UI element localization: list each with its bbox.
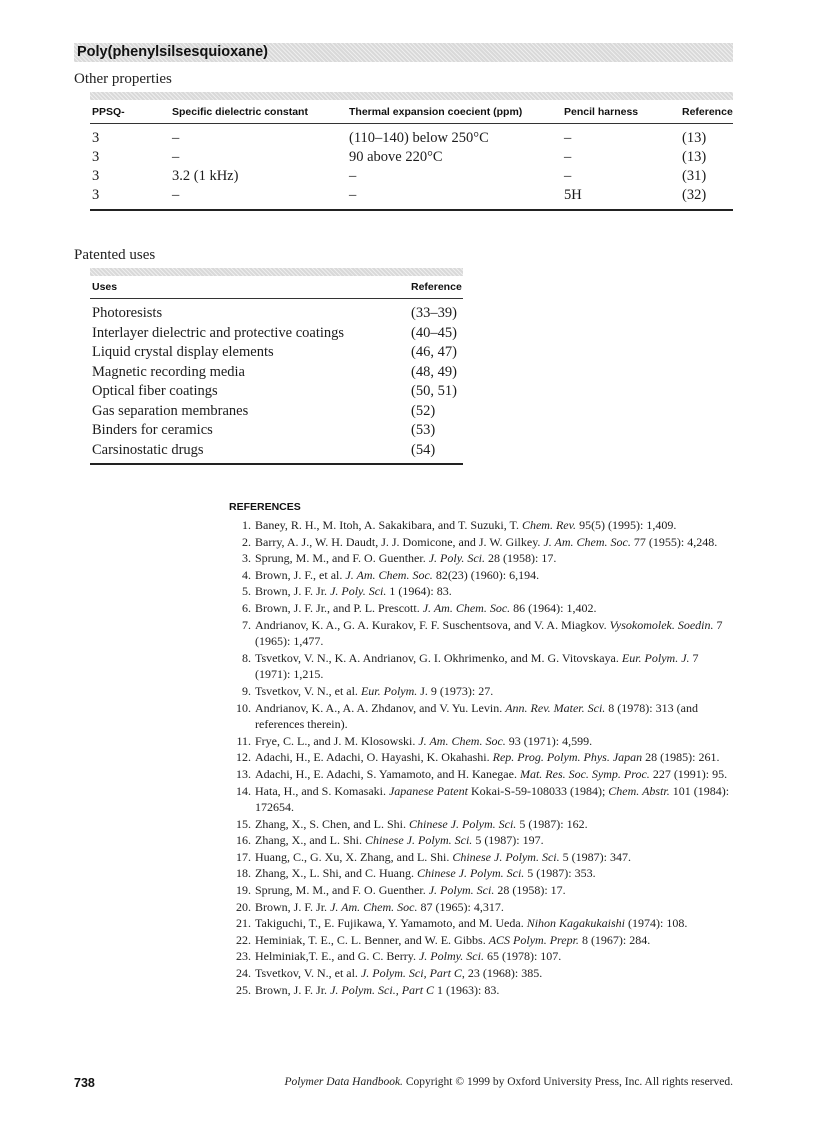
reference-text: Zhang, X., and L. Shi. Chinese J. Polym. Sci. 5 (1987): 197.	[255, 833, 544, 848]
cell-thermal: –	[349, 187, 357, 203]
reference-text: Brown, J. F. Jr. J. Poly. Sci. 1 (1964): 83.	[255, 584, 452, 599]
reference-number: 24.	[236, 966, 251, 981]
reference-text: Helminiak,T. E., and G. C. Berry. J. Polmy. Sci. 65 (1978): 107.	[255, 949, 562, 964]
reference-number: 21.	[236, 916, 251, 931]
reference-number: 9.	[242, 683, 251, 698]
use-reference: (53)	[411, 422, 436, 438]
reference-item	[229, 534, 733, 551]
reference-text: Sprung, M. M., and F. O. Guenther. J. Polym. Sci. 28 (1958): 17.	[255, 883, 566, 898]
col-header-thermal: Thermal expansion coecient (ppm)	[349, 106, 523, 118]
cell-thermal: –	[349, 168, 357, 184]
reference-number: 10.	[236, 700, 251, 715]
use-name: Gas separation membranes	[92, 402, 249, 419]
reference-number: 12.	[236, 750, 251, 765]
reference-text: Adachi, H., E. Adachi, O. Hayashi, K. Okahashi. Rep. Prog. Polym. Phys. Japan 28 (1985): 261.	[255, 750, 720, 765]
cell-dielectric: –	[172, 149, 180, 165]
reference-text: Brown, J. F. Jr. J. Polym. Sci., Part C 1 (1963): 83.	[255, 982, 500, 997]
col-header-uses: Uses	[92, 281, 118, 293]
reference-text: Heminiak, T. E., C. L. Benner, and W. E. Gibbs. ACS Polym. Prepr. 8 (1967): 284.	[255, 932, 651, 947]
cell-reference: (13)	[682, 130, 707, 146]
use-reference: (54)	[411, 441, 436, 458]
reference-text: Tsvetkov, V. N., et al. Eur. Polym. J. 9 (1973): 27.	[255, 683, 494, 698]
cell-pencil: –	[564, 168, 572, 184]
reference-text: Sprung, M. M., and F. O. Guenther. J. Poly. Sci. 28 (1958): 17.	[255, 551, 557, 566]
copyright-text: Copyright © 1999 by Oxford University Press, Inc. All rights reserved.	[402, 1076, 733, 1088]
use-reference: (33–39)	[411, 305, 457, 321]
reference-number: 25.	[236, 982, 251, 997]
section-title-bar	[74, 43, 733, 62]
table-bottom-rule	[90, 209, 733, 211]
reference-item	[229, 600, 733, 617]
references-list	[229, 517, 733, 998]
col-header-pencil: Pencil harness	[564, 106, 639, 118]
reference-text: Brown, J. F. Jr. J. Am. Chem. Soc. 87 (1965): 4,317.	[255, 899, 504, 914]
cell-ppsq: 3	[92, 149, 100, 165]
cell-dielectric: –	[172, 130, 180, 146]
patented-uses-label: Patented uses	[74, 247, 156, 263]
reference-text: Adachi, H., E. Adachi, S. Yamamoto, and H. Kanegae. Mat. Res. Soc. Symp. Proc. 227 (1991): 95.	[255, 766, 728, 781]
col-header-dielectric: Specific dielectric constant	[172, 106, 308, 118]
uses-table-bottom-rule	[90, 463, 463, 465]
reference-number: 16.	[236, 833, 251, 848]
use-name: Photoresists	[92, 305, 163, 321]
table-top-band	[90, 92, 733, 100]
col-header-uses-reference: Reference	[411, 281, 462, 293]
reference-number: 23.	[236, 949, 251, 964]
reference-number: 5.	[242, 584, 251, 599]
reference-number: 13.	[236, 766, 251, 781]
reference-number: 1.	[242, 518, 251, 532]
cell-thermal: 90 above 220°C	[349, 149, 443, 165]
reference-item	[229, 932, 733, 949]
reference-number: 18.	[236, 866, 251, 881]
reference-number: 17.	[236, 849, 251, 864]
reference-text: Andrianov, K. A., G. A. Kurakov, F. F. Suschentsova, and V. A. Miagkov. Vysokomolek. Soedin. 7 (1965): 1,477.	[255, 617, 723, 649]
reference-item	[229, 550, 733, 567]
reference-number: 22.	[236, 932, 251, 947]
reference-item	[229, 683, 733, 700]
reference-item	[229, 849, 733, 866]
reference-item	[229, 749, 733, 766]
reference-item	[229, 733, 733, 750]
reference-number: 20.	[236, 899, 251, 914]
reference-text: Andrianov, K. A., A. A. Zhdanov, and V. Yu. Levin. Ann. Rev. Mater. Sci. 8 (1978): 313 (and references therein).	[255, 700, 698, 732]
use-name: Carsinostatic drugs	[92, 441, 204, 458]
cell-reference: (31)	[682, 168, 707, 184]
reference-number: 6.	[242, 600, 251, 615]
book-title: Polymer Data Handbook.	[284, 1076, 403, 1088]
reference-item	[229, 948, 733, 965]
other-properties-label: Other properties	[74, 71, 172, 87]
reference-item	[229, 583, 733, 600]
reference-item	[229, 783, 733, 816]
col-header-reference: Reference	[682, 106, 733, 118]
reference-text: Zhang, X., S. Chen, and L. Shi. Chinese J. Polym. Sci. 5 (1987): 162.	[255, 816, 588, 831]
use-name: Binders for ceramics	[92, 422, 213, 438]
copyright-line	[284, 1076, 733, 1088]
reference-text: Barry, A. J., W. H. Daudt, J. J. Domicone, and J. W. Gilkey. J. Am. Chem. Soc. 77 (1955): 4,248.	[255, 534, 718, 549]
reference-text: Brown, J. F. Jr., and P. L. Prescott. J. Am. Chem. Soc. 86 (1964): 1,402.	[255, 600, 597, 615]
reference-text: Takiguchi, T., E. Fujikawa, Y. Yamamoto, and M. Ueda. Nihon Kagakukaishi (1974): 108.	[255, 916, 688, 931]
use-name: Liquid crystal display elements	[92, 344, 274, 360]
reference-text: Frye, C. L., and J. M. Klosowski. J. Am. Chem. Soc. 93 (1971): 4,599.	[255, 733, 593, 748]
reference-item	[229, 882, 733, 899]
use-reference: (48, 49)	[411, 363, 457, 380]
reference-text: Baney, R. H., M. Itoh, A. Sakakibara, and T. Suzuki, T. Chem. Rev. 95(5) (1995): 1,409.	[255, 518, 677, 532]
reference-item	[229, 982, 733, 999]
cell-dielectric: –	[172, 187, 180, 203]
reference-item	[229, 915, 733, 932]
reference-text: Zhang, X., L. Shi, and C. Huang. Chinese J. Polym. Sci. 5 (1987): 353.	[255, 866, 596, 881]
reference-item	[229, 766, 733, 783]
reference-number: 14.	[236, 783, 251, 798]
use-reference: (46, 47)	[411, 344, 457, 360]
reference-text: Huang, C., G. Xu, X. Zhang, and L. Shi. Chinese J. Polym. Sci. 5 (1987): 347.	[255, 849, 631, 864]
cell-pencil: –	[564, 130, 572, 146]
page-title: Poly(phenylsilsesquioxane)	[77, 44, 268, 60]
references-heading: REFERENCES	[229, 501, 301, 513]
reference-item	[229, 816, 733, 833]
reference-text: Tsvetkov, V. N., et al. J. Polym. Sci, Part C, 23 (1968): 385.	[255, 966, 543, 981]
reference-number: 2.	[242, 534, 251, 549]
reference-item	[229, 700, 733, 733]
use-name: Interlayer dielectric and protective coatings	[92, 324, 345, 341]
reference-item	[229, 650, 733, 683]
header-rule	[90, 123, 733, 124]
reference-number: 3.	[242, 551, 251, 566]
reference-number: 11.	[236, 733, 251, 748]
reference-number: 4.	[242, 567, 251, 582]
reference-text: Tsvetkov, V. N., K. A. Andrianov, G. I. Okhrimenko, and M. G. Vitovskaya. Eur. Polym. J. 7 (1971): 1,215.	[255, 650, 699, 682]
cell-pencil: 5H	[564, 187, 582, 203]
cell-pencil: –	[564, 149, 572, 165]
reference-item	[229, 865, 733, 882]
use-reference: (52)	[411, 402, 436, 419]
cell-ppsq: 3	[92, 130, 100, 146]
col-header-ppsq: PPSQ-	[92, 106, 125, 118]
cell-ppsq: 3	[92, 168, 100, 184]
reference-item	[229, 617, 733, 650]
reference-text: Brown, J. F., et al. J. Am. Chem. Soc. 82(23) (1960): 6,194.	[255, 567, 540, 582]
uses-table-top-band	[90, 268, 463, 276]
use-name: Magnetic recording media	[92, 363, 245, 380]
cell-reference: (13)	[682, 149, 707, 165]
cell-ppsq: 3	[92, 187, 100, 203]
uses-header-rule	[90, 298, 463, 299]
cell-dielectric: 3.2 (1 kHz)	[172, 168, 239, 184]
reference-item	[229, 567, 733, 584]
use-reference: (50, 51)	[411, 383, 457, 399]
reference-item	[229, 965, 733, 982]
reference-item	[229, 899, 733, 916]
reference-item	[229, 832, 733, 849]
cell-thermal: (110–140) below 250°C	[349, 130, 489, 146]
page-number: 738	[74, 1076, 95, 1090]
use-name: Optical fiber coatings	[92, 383, 218, 399]
reference-number: 19.	[236, 883, 251, 898]
reference-number: 7.	[242, 617, 251, 632]
reference-number: 8.	[242, 650, 251, 665]
cell-reference: (32)	[682, 187, 707, 203]
reference-number: 15.	[236, 816, 251, 831]
use-reference: (40–45)	[411, 324, 457, 341]
reference-text: Hata, H., and S. Komasaki. Japanese Patent Kokai-S-59-108033 (1984); Chem. Abstr. 101 (1984): 172654.	[255, 783, 730, 815]
reference-item	[229, 517, 733, 534]
